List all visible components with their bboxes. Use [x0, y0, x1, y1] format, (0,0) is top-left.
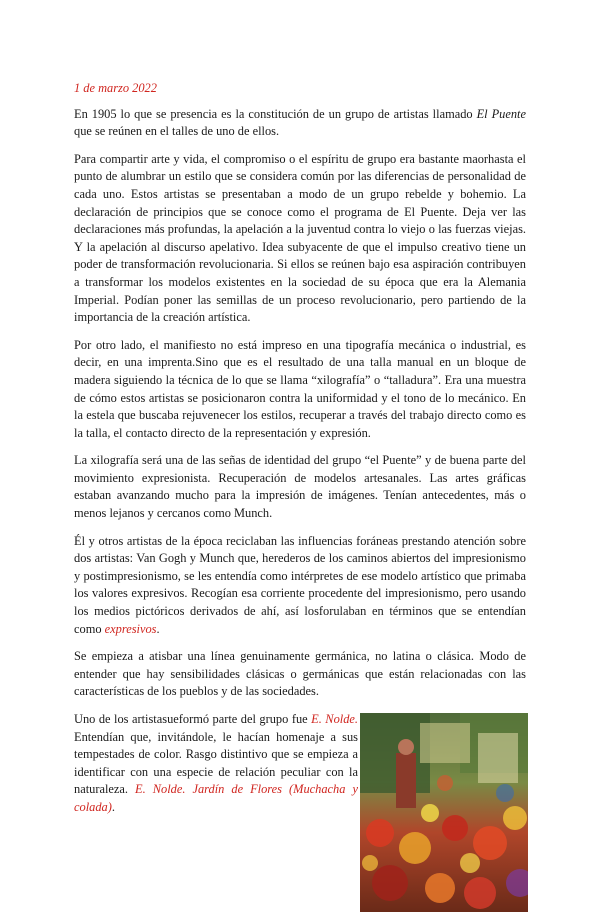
term-expresivos: expresivos [104, 621, 157, 636]
painting-caption: E. Nolde. Jardín de Flores (Muchacha y colada) [74, 782, 358, 814]
p1-text-end: que se reúnen en el talles de uno de ellos. [74, 124, 280, 139]
paragraph-1 [74, 106, 526, 141]
document-date: 1 de marzo 2022 [74, 81, 157, 95]
paragraph-4: La xilografía será una de las señas de identidad del grupo “el Puente” y de buena parte del movimiento expresionista. Recuperación de modelos artesanales. Las artes gráficas estaban avanzando mucho para la impresión de imágenes. Tenían antecedentes, más o menos lejanos y cercanos como Munch. [74, 453, 526, 521]
figure-section [74, 711, 526, 817]
p7-text-end: . [111, 799, 115, 814]
nolde-flower-garden-painting [360, 713, 528, 912]
p1-text: En 1905 lo que se presencia es la constitución de un grupo de artistas llamado [74, 106, 477, 121]
p5-text: Él y otros artistas de la época reciclaban las influencias foráneas prestando atención sobre dos artistas: Van Gogh y Munch que, herederos de los caminos abiertos del impresionismo y postimpresionismo, se les entendía como intérpretes de ese modelo artístico que primaba los valores expresivos. Recogían esa corriente procedente del impresionismo, pero usando los medios pictóricos derivados de ahí, así losforulaban en términos que se entendían como [74, 533, 526, 636]
p7-text: Uno de los artistasueformó parte del grupo fue [74, 712, 312, 726]
paragraph-7 [74, 711, 358, 817]
artist-name: E. Nolde. [311, 712, 358, 726]
document-page [74, 80, 526, 827]
group-name: El Puente [476, 106, 526, 121]
paragraph-3: Por otro lado, el manifiesto no está impreso en una tipografía mecánica o industrial, es decir, en una imprenta.Sino que es el resultado de una talla manual en un bloque de madera siguiendo la técnica de lo que se llama “xilografía” o “talladura”. Era una muestra de cómo estos artistas se posicionaron contra la uniformidad y el tono de lo mecánico. En la estela que buscaba rejuvenecer los estilos, recuperar a través del trabajo directo como es la talla, el contacto directo de la representación y expresión. [74, 337, 526, 440]
p5-text-end: . [156, 621, 160, 636]
p7-text-mid: Entendían que, invitándole, le hacían homenaje a sus tempestades de color. Rasgo distintivo que se empieza a identificar con una especie de relación peculiar con la naturaleza. [74, 729, 358, 797]
paragraph-5 [74, 533, 526, 639]
paragraph-6: Se empieza a atisbar una línea genuinamente germánica, no latina o clásica. Modo de entender que hay sensibilidades clásicas o germánicas que están relacionadas con las características de los pueblos y de las sociedades. [74, 649, 526, 699]
painting-image [360, 713, 528, 912]
paragraph-2: Para compartir arte y vida, el compromiso o el espíritu de grupo era bastante maorhasta el punto de alumbrar un estilo que se considera común por las diferencias de personalidad de cada uno. Estos artistas se presentaban a modo de un grupo rebelde y bohemio. La declaración de principios que se conoce como el programa de El Puente. Deja ver las declaraciones más profundas, la apelación a la juventud contra lo viejo o las fuerzas viejas. Y la apelación al discurso apelativo. Idea subyacente de que el impulso creativo tiene un poder de transformación revolucionaria. Si ellos se reúnen bajo esa aspiración contribuyen a transformar los modelos existentes en la sociedad de su época que era la Alemania Imperial. Podían poner las semillas de un proceso revolucionario, pero partiendo de la importancia de la creación artística. [74, 151, 526, 325]
